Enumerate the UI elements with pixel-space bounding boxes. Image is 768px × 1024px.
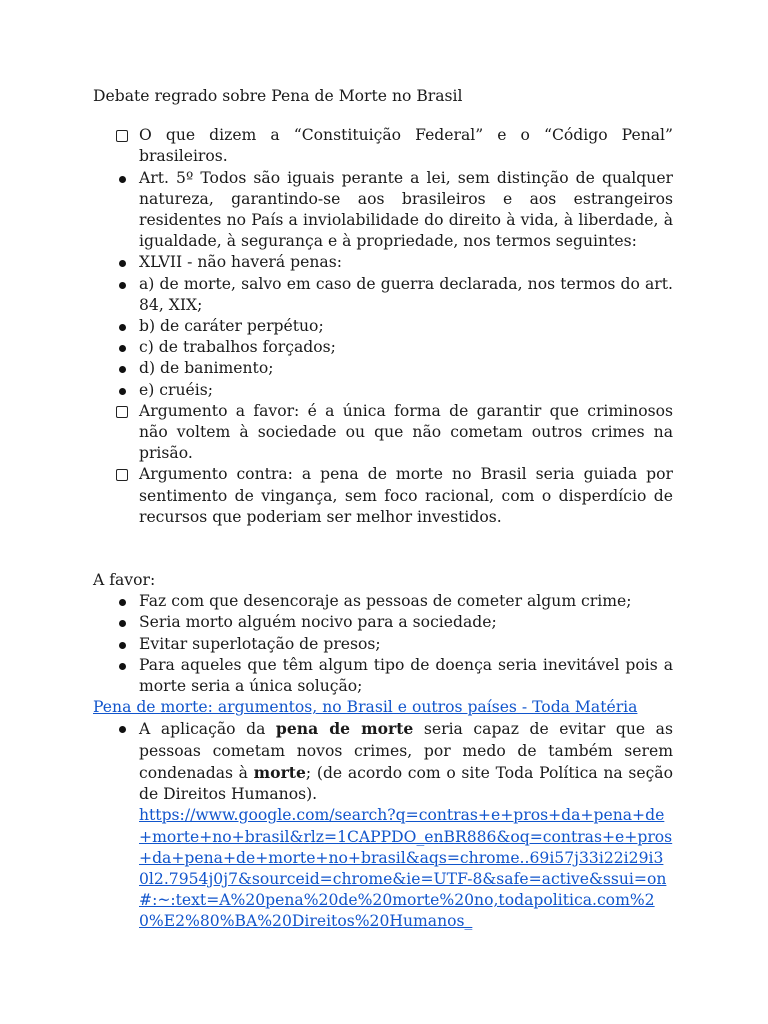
list-item: Argumento a favor: é a única forma de garantir que criminosos não voltem à sociedade ou que não cometam outros crimes na prisão. (93, 401, 673, 465)
law-list (93, 125, 673, 528)
checkbox-square-icon (115, 125, 129, 148)
list-item: A aplicação da pena de morte seria capaz de evitar que as pessoas cometam novos crimes, por medo de também serem condenadas à morte; (de acordo com o site Toda Política na seção de Direitos Humanos). https://www.google.com/search?q=contras+e+pros+da+pena+de+morte+no+brasil&rlz=1CAPPDO_enBR886&oq=contras+e+pros+da+pena+de+morte+no+brasil&aqs=chrome..69i57j33i22i29i30l2.7954j0j7&sourceid=chrome&ie=UTF-8&safe=active&ssui=on#:~:text=A%20pena%20de%20morte%20no,todapolitica.com%20%E2%80%BA%20Direitos%20Humanos_ (93, 718, 673, 932)
bullet-icon (115, 591, 129, 612)
bullet-icon (115, 316, 129, 337)
list-item: c) de trabalhos forçados; (93, 337, 673, 358)
list-item: Faz com que desencoraje as pessoas de cometer algum crime; (93, 591, 673, 612)
checkbox-square-icon (115, 464, 129, 487)
list-item: Argumento contra: a pena de morte no Brasil seria guiada por sentimento de vingança, sem foco racional, com o disperdício de recursos que poderiam ser melhor investidos. (93, 464, 673, 528)
source-link[interactable]: Pena de morte: argumentos, no Brasil e outros países - Toda Matéria (93, 698, 638, 717)
list-item: Evitar superlotação de presos; (93, 634, 673, 655)
bullet-icon (115, 718, 129, 739)
list-item: a) de morte, salvo em caso de guerra declarada, nos termos do art. 84, XIX; (93, 274, 673, 316)
bullet-icon (115, 634, 129, 655)
bullet-icon (115, 612, 129, 633)
list-item: d) de banimento; (93, 358, 673, 379)
list-item: Art. 5º Todos são iguais perante a lei, sem distinção de qualquer natureza, garantindo-se aos brasileiros e aos estrangeiros residentes no País a inviolabilidade do direito à vida, à liberdade, à igualdade, à segurança e à propriedade, nos termos seguintes: (93, 168, 673, 253)
source-list (93, 718, 673, 932)
list-item: Para aqueles que têm algum tipo de doença seria inevitável pois a morte seria a única solução; (93, 655, 673, 697)
bullet-icon (115, 274, 129, 295)
search-url-link[interactable]: https://www.google.com/search?q=contras+e+pros+da+pena+de+morte+no+brasil&rlz=1CAPPDO_enBR886&oq=contras+e+pros+da+pena+de+morte+no+brasil&aqs=chrome..69i57j33i22i29i30l2.7954j0j7&sourceid=chrome&ie=UTF-8&safe=active&ssui=on#:~:text=A%20pena%20de%20morte%20no,todapolitica.com%20%E2%80%BA%20Direitos%20Humanos_ (139, 806, 673, 931)
bullet-icon (115, 252, 129, 273)
bullet-icon (115, 380, 129, 401)
bullet-icon (115, 655, 129, 676)
list-item: Seria morto alguém nocivo para a sociedade; (93, 612, 673, 633)
document-title: Debate regrado sobre Pena de Morte no Brasil (93, 87, 463, 105)
favor-list (93, 591, 673, 697)
list-item: O que dizem a “Constituição Federal” e o “Código Penal” brasileiros. (93, 125, 673, 167)
bullet-icon (115, 168, 129, 189)
list-item: e) cruéis; (93, 380, 673, 401)
list-item: XLVII - não haverá penas: (93, 252, 673, 273)
checkbox-square-icon (115, 401, 129, 424)
bullet-icon (115, 337, 129, 358)
bullet-icon (115, 358, 129, 379)
favor-heading: A favor: (93, 571, 156, 590)
list-item: b) de caráter perpétuo; (93, 316, 673, 337)
document-page (93, 86, 673, 933)
